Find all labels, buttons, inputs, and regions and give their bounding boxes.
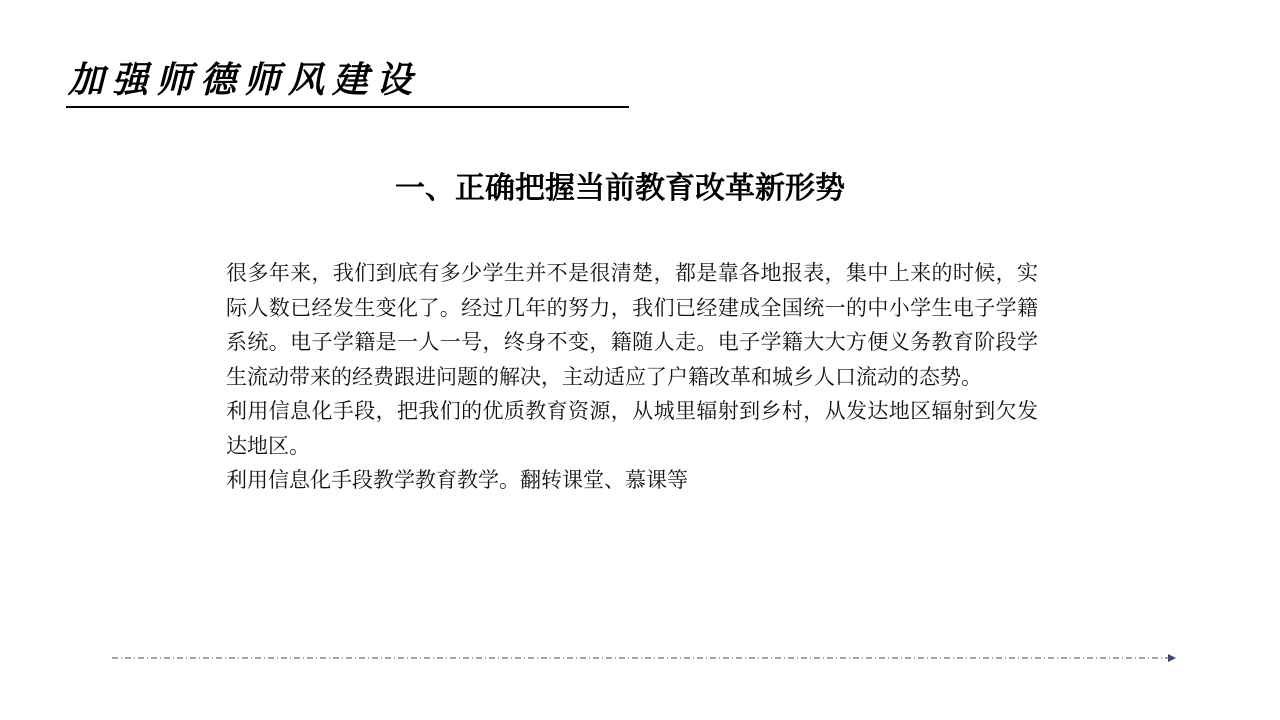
paragraph: 利用信息化手段，把我们的优质教育资源，从城里辐射到乡村，从发达地区辐射到欠发达地区。 bbox=[226, 399, 1038, 458]
title-underline bbox=[66, 106, 629, 108]
section-heading: 一、正确把握当前教育改革新形势 bbox=[395, 171, 845, 206]
paragraph: 很多年来，我们到底有多少学生并不是很清楚，都是靠各地报表，集中上来的时候，实际人数已经发生变化了。经过几年的努力，我们已经建成全国统一的中小学生电子学籍系统。电子学籍是一人一号，终身不变，籍随人走。电子学籍大大方便义务教育阶段学生流动带来的经费跟进问题的解决，主动适应了户籍改革和城乡人口流动的态势。 bbox=[226, 261, 1038, 389]
footer-dotted-arrow-line bbox=[110, 652, 1180, 664]
slide-title: 加强师德师风建设 bbox=[68, 59, 421, 101]
arrowhead-icon bbox=[1168, 654, 1176, 662]
paragraph: 利用信息化手段教学教育教学。翻转课堂、慕课等 bbox=[226, 468, 688, 492]
body-text bbox=[226, 256, 1038, 498]
